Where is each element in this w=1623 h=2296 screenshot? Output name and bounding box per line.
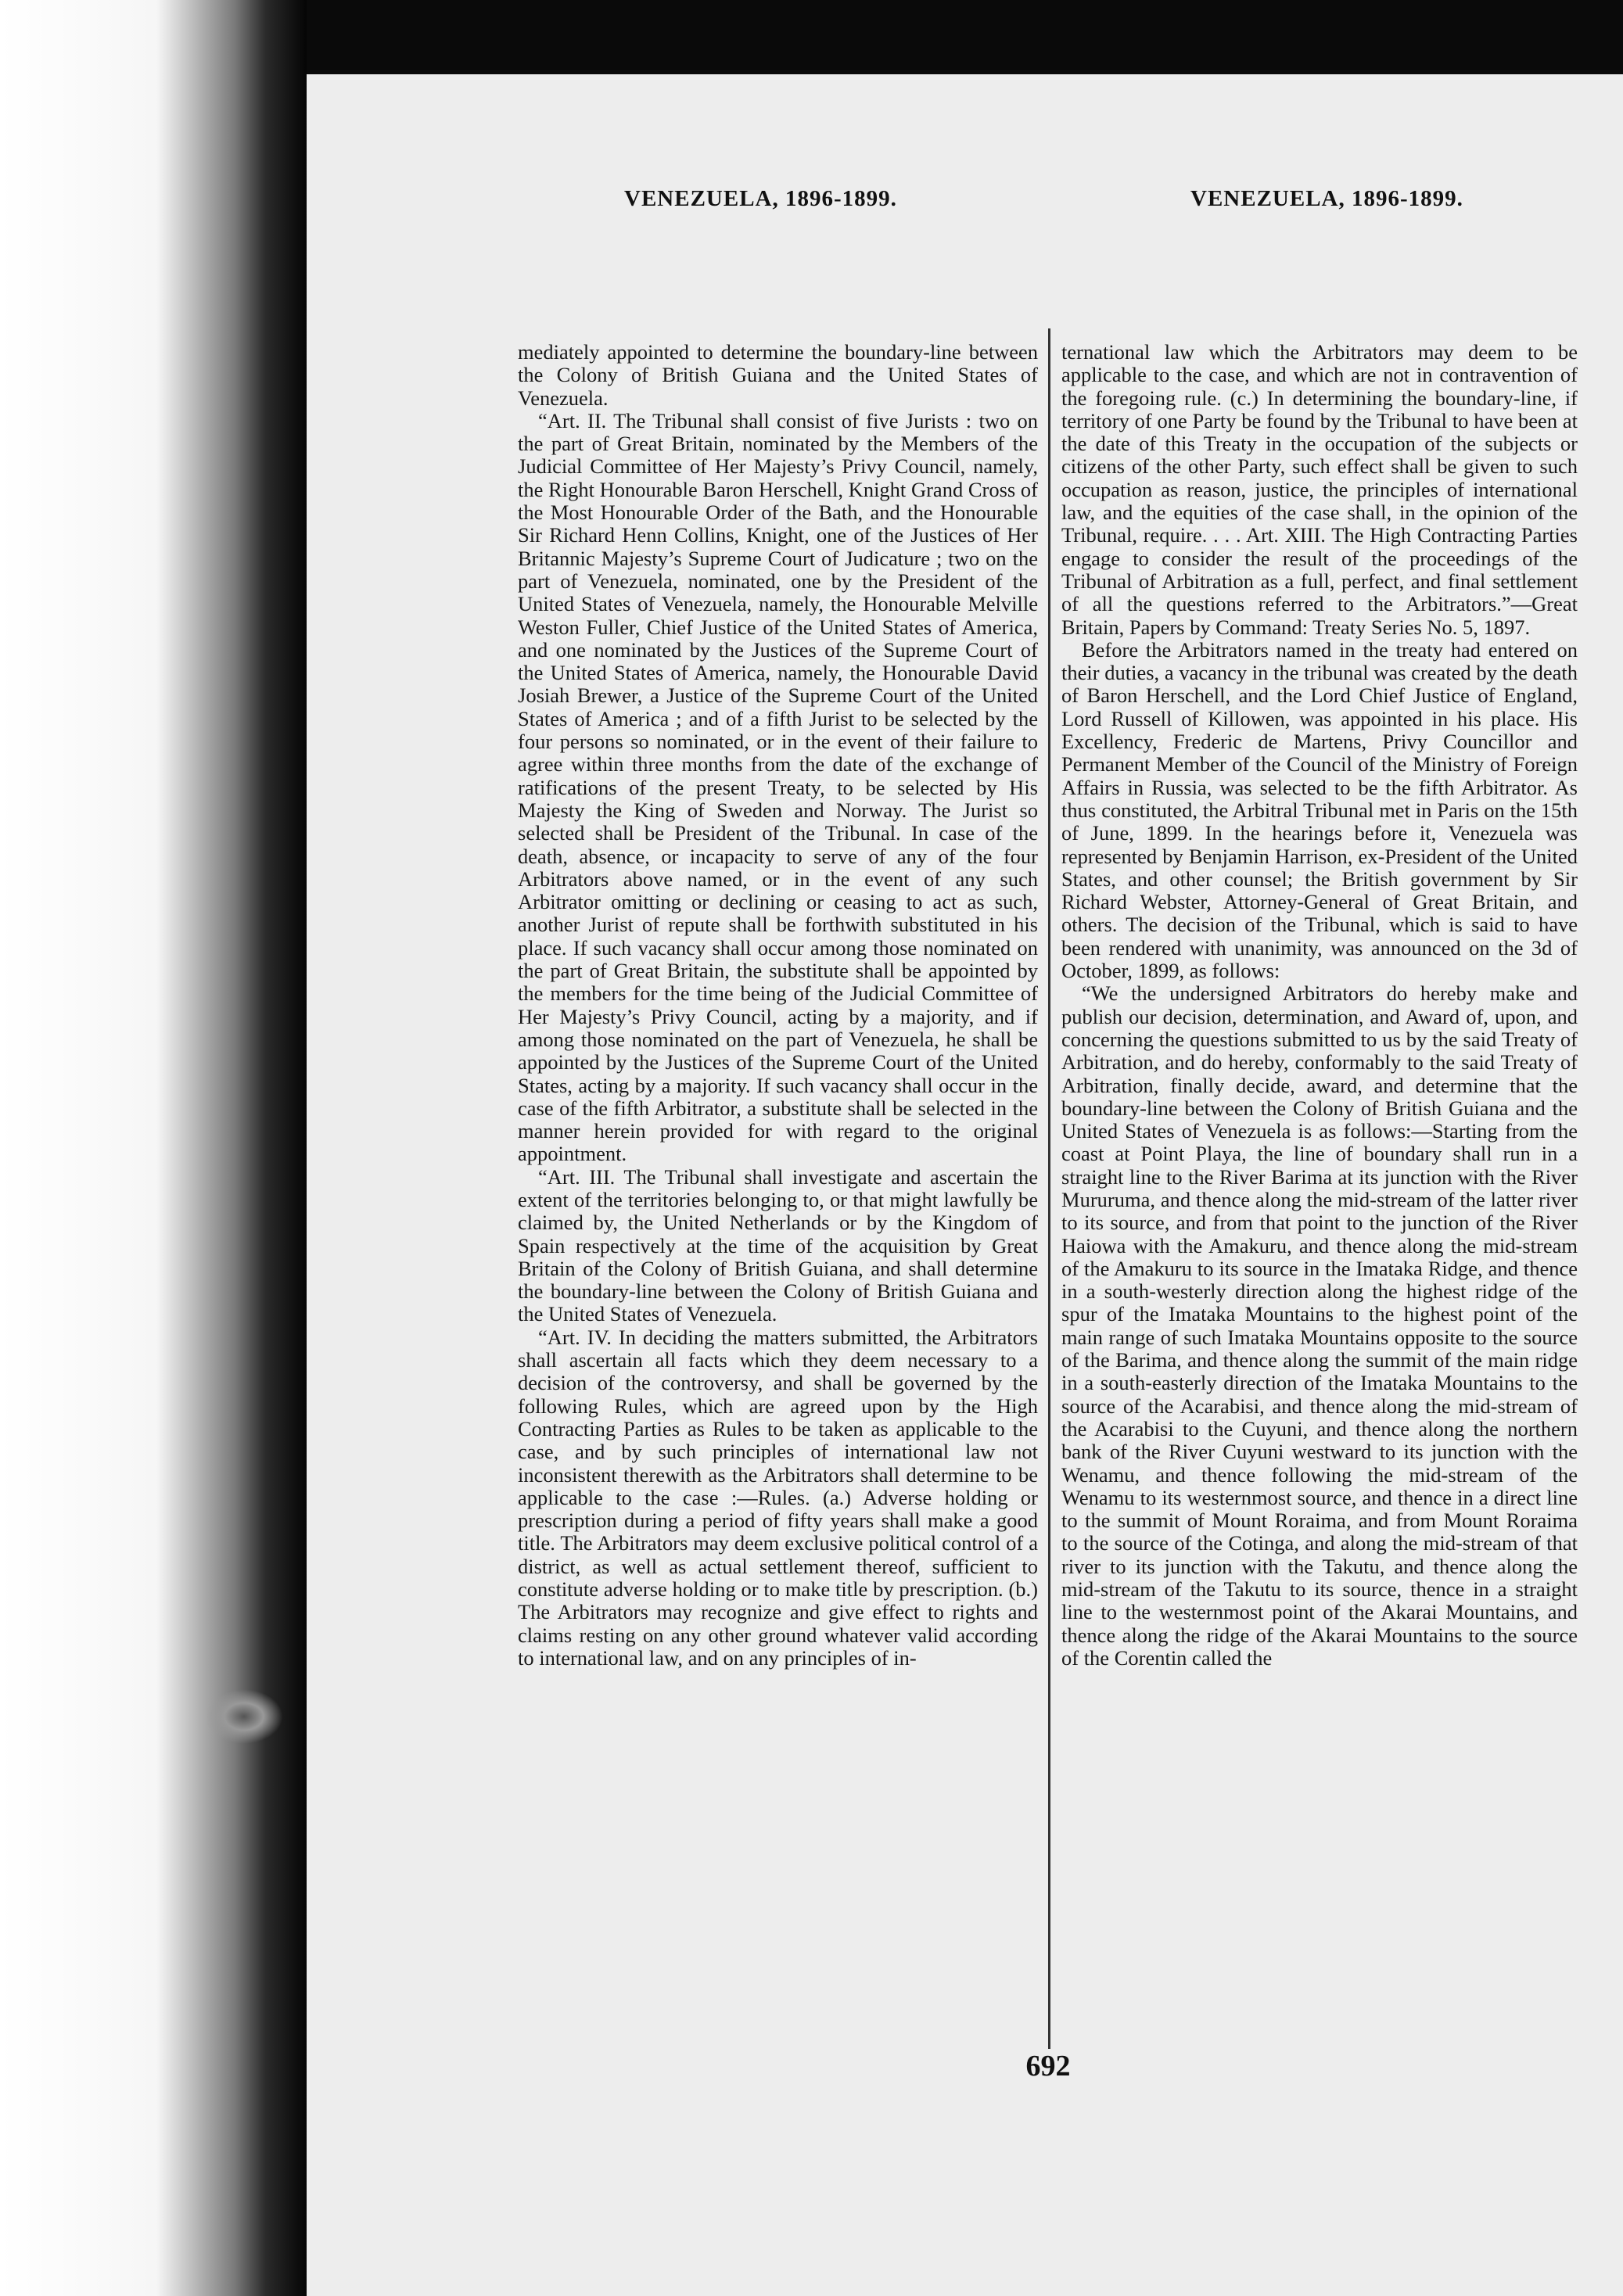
scan-dark-margin [0, 0, 307, 2296]
running-header-left: VENEZUELA, 1896-1899. [624, 186, 897, 211]
running-header-right: VENEZUELA, 1896-1899. [1190, 186, 1463, 211]
page-number: 692 [1025, 2050, 1071, 2083]
paragraph: “Art. III. The Tribunal shall investigate and ascertain the extent of the territories belonging to, or that might lawfully be claimed by, the United Netherlands or by the Kingdom of Spain respectively at the time of the acquisition by Great Britain of the Colony of British Guiana, and shall determine the boundary-line between the Colony of British Guiana and the United States of Venezuela. [518, 1164, 1038, 1326]
paragraph: Before the Arbitrators named in the treaty had entered on their duties, a vacancy in the tribunal was created by the death of Baron Herschell, and the Lord Chief Justice of England, Lord Russell of Killowen, was appointed in his place. His Excellency, Frederic de Martens, Privy Councillor and Permanent Member of the Council of the Ministry of Foreign Affairs in Russia, was selected to be the fifth Arbitrator. As thus constituted, the Arbitral Tribunal met in Paris on the 15th of June, 1899. In the hearings before it, Venezuela was represented by Benjamin Harrison, ex-President of the United States, and other counsel; the British government by Sir Richard Webster, Attorney-General of Great Britain, and others. The decision of the Tribunal, which is said to have been rendered with unanimity, was announced on the 3d of October, 1899, as follows: [1061, 637, 1578, 983]
paragraph: ternational law which the Arbitrators may deem to be applicable to the case, and which are not in contravention of the foregoing rule. (c.) In determining the boundary-line, if territory of one Party be found by the Tribunal to have been at the date of this Treaty in the occupation of the subjects or citizens of the other Party, such effect shall be given to such occupation as reason, justice, the principles of international law, and the equities of the case shall, in the opinion of the Tribunal, require. . . . Art. XIII. The High Contracting Parties engage to consider the result of the proceedings of the Tribunal of Arbitration as a full, perfect, and final settlement of all the questions referred to the Arbitrators.”—Great Britain, Papers by Command: Treaty Series No. 5, 1897. [1061, 341, 1578, 639]
scan-smudge [205, 1689, 283, 1744]
scan-top-band [307, 0, 1623, 74]
paragraph: “We the undersigned Arbitrators do hereby make and publish our decision, determination, and Award of, upon, and concerning the questions submitted to us by the said Treaty of Arbitration, and do hereby, conformably to the said Treaty of Arbitration, finally decide, award, and determine that the boundary-line between the Colony of British Guiana and the United States of Venezuela is as follows:—Starting from the coast at Point Playa, the line of boundary shall run in a straight line to the River Barima at its junction with the River Mururuma, and thence along the mid-stream of the latter river to its source, and from that point to the junction of the River Haiowa with the Amakuru, and thence along the mid-stream of the Amakuru to its source in the Imataka Ridge, and thence in a south-westerly direction along the highest ridge of the spur of the Imataka Mountains to the highest point of the main range of such Imataka Mountains opposite to the source of the Barima, and thence along the summit of the main ridge in a south-easterly direction of the Imataka Mountains to the source of the Acarabisi, and thence along the mid-stream of the Acarabisi to the Cuyuni, and thence along the northern bank of the River Cuyuni westward to its junction with the Wenamu, and thence following the mid-stream of the Wenamu to its westernmost source, and thence in a direct line to the summit of Mount Roraima, and from Mount Roraima to the source of the Cotinga, and along the mid-stream of that river to its junction with the Takutu, and thence along the mid-stream of the Takutu to its source, thence in a straight line to the westernmost point of the Akarai Mountains, and thence along the ridge of the Akarai Mountains to the source of the Corentin called the [1061, 981, 1578, 1670]
paragraph: mediately appointed to determine the boundary-line between the Colony of British Guiana and the United States of Venezuela. [518, 341, 1038, 410]
left-column [518, 341, 1038, 2026]
right-column [1061, 341, 1578, 2026]
column-divider [1048, 328, 1050, 2049]
paragraph: “Art. II. The Tribunal shall consist of five Jurists : two on the part of Great Britain, nominated by the Members of the Judicial Committee of Her Majesty’s Privy Council, namely, the Right Honourable Baron Herschell, Knight Grand Cross of the Most Honourable Order of the Bath, and the Honourable Sir Richard Henn Collins, Knight, one of the Justices of Her Britannic Majesty’s Supreme Court of Judicature ; two on the part of Venezuela, nominated, one by the President of the United States of Venezuela, namely, the Honourable Melville Weston Fuller, Chief Justice of the United States of America, and one nominated by the Justices of the Supreme Court of the United States of America, namely, the Honourable David Josiah Brewer, a Justice of the Supreme Court of the United States of America ; and of a fifth Jurist to be selected by the four persons so nominated, or in the event of their failure to agree within three months from the date of the exchange of ratifications of the present Treaty, to be selected by His Majesty the King of Sweden and Norway. The Jurist so selected shall be President of the Tribunal. In case of the death, absence, or incapacity to serve of any of the four Arbitrators above named, or in the event of any such Arbitrator omitting or declining or ceasing to act as such, another Jurist of repute shall be forthwith substituted in his place. If such vacancy shall occur among those nominated on the part of Great Britain, the substitute shall be appointed by the members for the time being of the Judicial Committee of Her Majesty’s Privy Council, acting by a majority, and if among those nominated on the part of Venezuela, he shall be appointed by the Justices of the Supreme Court of the United States, acting by a majority. If such vacancy shall occur in the case of the fifth Arbitrator, a substitute shall be selected in the manner herein provided for with regard to the original appointment. [518, 408, 1038, 1166]
paragraph: “Art. IV. In deciding the matters submitted, the Arbitrators shall ascertain all facts which they deem necessary to a decision of the controversy, and shall be governed by the following Rules, which are agreed upon by the High Contracting Parties as Rules to be taken as applicable to the case, and by such principles of international law not inconsistent therewith as the Arbitrators shall determine to be applicable to the case :—Rules. (a.) Adverse holding or prescription during a period of fifty years shall make a good title. The Arbitrators may deem exclusive political control of a district, as well as actual settlement thereof, sufficient to constitute adverse holding or to make title by prescription. (b.) The Arbitrators may recognize and give effect to rights and claims resting on any other ground whatever valid according to international law, and on any principles of in- [518, 1325, 1038, 1670]
